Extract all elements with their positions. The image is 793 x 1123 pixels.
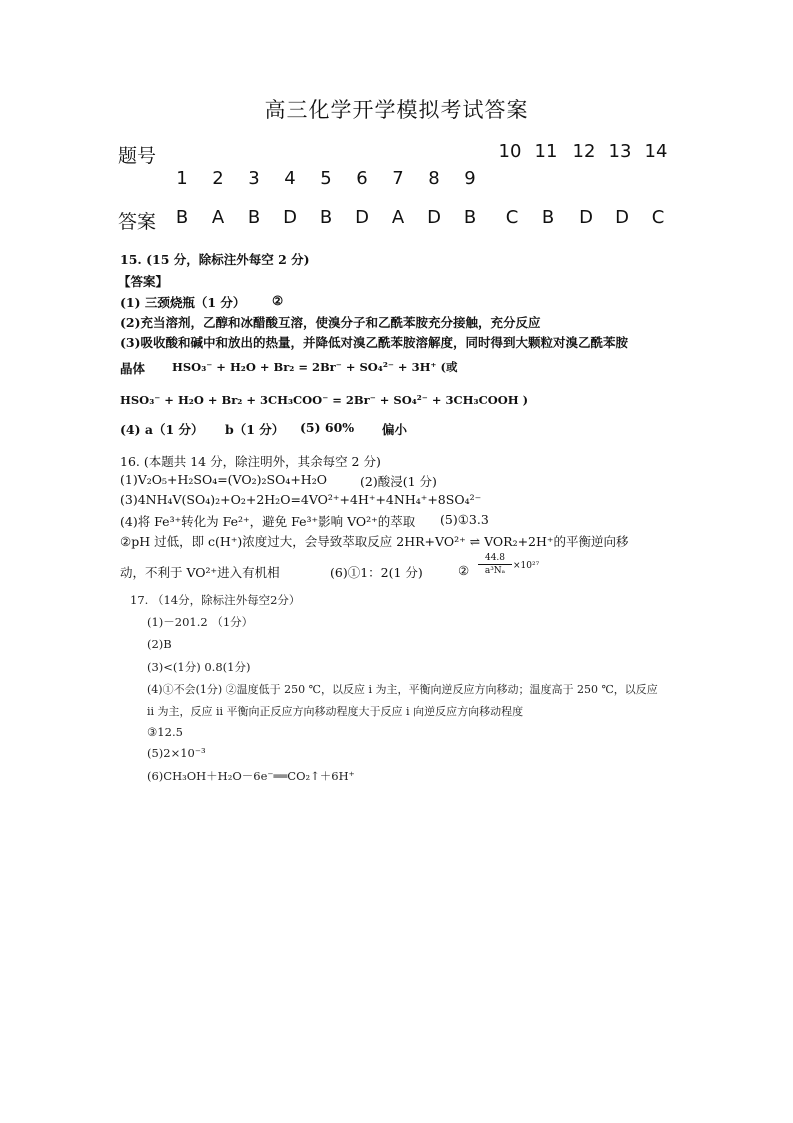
q15-equation-1: HSO₃⁻ + H₂O + Br₂ = 2Br⁻ + SO₄²⁻ + 3H⁺ (或 (172, 360, 458, 374)
q16-fraction-numerator: 44.8 (478, 552, 512, 565)
q17-line-3: (3)<(1分) 0.8(1分) (147, 660, 251, 674)
q15-answer-tag: 【答案】 (118, 274, 169, 289)
question-number: 11 (534, 141, 558, 162)
q16-fraction-tail: ×10²⁷ (513, 561, 540, 571)
q15-line-1a: (1) 三颈烧瓶（1 分） (120, 295, 246, 310)
q16-line-5c: ② (458, 563, 470, 578)
question-number: 3 (248, 168, 260, 189)
question-number: 8 (428, 168, 440, 189)
question-number: 4 (284, 168, 296, 189)
q15-line-6a: (4) a（1 分） (120, 422, 204, 437)
q17-line-5: ii 为主，反应 ii 平衡向正反应方向移动程度大于反应 i 向逆反应方向移动程度 (147, 705, 524, 718)
q17-header: 17. （14分，除标注外每空2分） (130, 593, 301, 607)
answer-letter: D (355, 207, 369, 228)
question-number: 7 (392, 168, 404, 189)
q16-line-3a: (4)将 Fe³⁺转化为 Fe²⁺，避免 Fe³⁺影响 VO²⁺的萃取 (120, 514, 416, 529)
q15-line-3: (3)吸收酸和碱中和放出的热量，并降低对溴乙酰苯胺溶解度，同时得到大颗粒对溴乙酰苯胺 (120, 335, 629, 350)
answer-letter: A (391, 207, 405, 228)
question-number: 2 (212, 168, 224, 189)
question-number: 9 (464, 168, 476, 189)
answer-row-label: 答案 (118, 211, 157, 233)
q16-line-1a: (1)V₂O₅+H₂SO₄=(VO₂)₂SO₄+H₂O (120, 472, 327, 487)
answer-letter: B (463, 207, 477, 228)
question-number: 5 (320, 168, 332, 189)
answer-letter: B (541, 207, 555, 228)
q16-fraction-denominator: a³Nₐ (484, 566, 506, 576)
q17-line-2: (2)B (147, 637, 172, 651)
answer-letter: D (283, 207, 297, 228)
q17-line-1: (1)－201.2 （1分） (147, 615, 254, 629)
answer-letter: B (247, 207, 261, 228)
answer-letter: D (579, 207, 593, 228)
q16-line-2: (3)4NH₄V(SO₄)₂+O₂+2H₂O=4VO²⁺+4H⁺+4NH₄⁺+8SO₄²⁻ (120, 492, 482, 507)
q15-equation-2: HSO₃⁻ + H₂O + Br₂ + 3CH₃COO⁻ = 2Br⁻ + SO₄²⁻ + 3CH₃COOH ) (120, 393, 529, 407)
page-title: 高三化学开学模拟考试答案 (264, 98, 529, 122)
answer-letter: C (505, 207, 519, 228)
q16-line-5b: (6)①1：2(1 分) (330, 565, 423, 580)
q17-line-7: (5)2×10⁻³ (147, 746, 206, 760)
q16-line-1b: (2)酸浸(1 分) (360, 474, 437, 489)
answer-letter: A (211, 207, 225, 228)
q15-line-2: (2)充当溶剂，乙醇和冰醋酸互溶，使溴分子和乙酰苯胺充分接触，充分反应 (120, 315, 541, 330)
q16-line-4: ②pH 过低，即 c(H⁺)浓度过大，会导致萃取反应 2HR+VO²⁺ ⇌ VOR₂+2H⁺的平衡逆向移 (120, 534, 629, 549)
answer-letter: B (175, 207, 189, 228)
q15-line-6c: (5) 60% (300, 420, 355, 435)
question-row-label: 题号 (118, 145, 157, 167)
question-number: 6 (356, 168, 368, 189)
q15-line-6b: b（1 分） (225, 422, 285, 437)
answer-letter: D (615, 207, 629, 228)
q16-line-3b: (5)①3.3 (440, 512, 489, 527)
q15-line-4-lead: 晶体 (120, 361, 146, 376)
answer-letter: B (319, 207, 333, 228)
answer-letter: C (651, 207, 665, 228)
question-number: 13 (608, 141, 632, 162)
q17-line-4: (4)①不会(1分) ②温度低于 250 ℃，以反应 i 为主，平衡向逆反应方向移动；温度高于 250 ℃，以反应 (147, 683, 658, 696)
q17-line-8: (6)CH₃OH＋H₂O－6e⁻══CO₂↑＋6H⁺ (147, 769, 355, 783)
question-number: 12 (572, 141, 596, 162)
q16-line-5a: 动，不利于 VO²⁺进入有机相 (120, 565, 280, 580)
q17-line-6: ③12.5 (147, 725, 183, 739)
question-number: 10 (498, 141, 522, 162)
question-number: 1 (176, 168, 188, 189)
question-number: 14 (644, 141, 668, 162)
q16-fraction (478, 552, 512, 578)
q15-line-1b: ② (272, 293, 284, 308)
answer-letter: D (427, 207, 441, 228)
q15-line-6d: 偏小 (382, 422, 408, 437)
q15-header: 15. (15 分，除标注外每空 2 分) (120, 252, 310, 267)
q16-header: 16. (本题共 14 分，除注明外，其余每空 2 分) (120, 454, 381, 469)
